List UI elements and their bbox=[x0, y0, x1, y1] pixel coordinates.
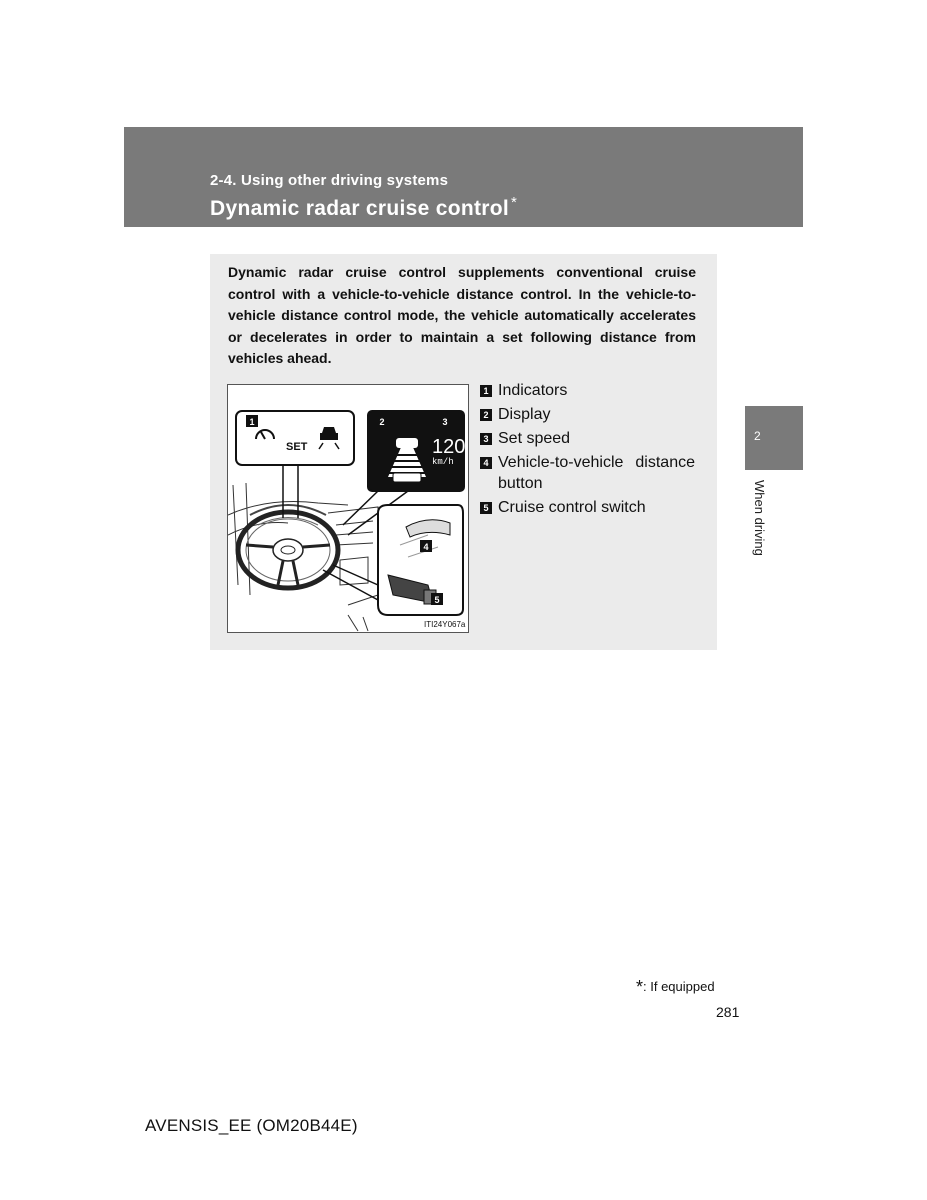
legend-label: Cruise control switch bbox=[498, 499, 646, 516]
legend-item bbox=[480, 380, 695, 401]
footnote-text: : If equipped bbox=[643, 979, 715, 994]
section-label: 2-4. Using other driving systems bbox=[210, 172, 449, 189]
legend-number: 4 bbox=[480, 457, 492, 469]
page-title bbox=[210, 194, 517, 221]
figure-code: ITI24Y067a bbox=[424, 620, 466, 629]
legend-number: 1 bbox=[480, 385, 492, 397]
dashboard-lines bbox=[228, 483, 378, 631]
intro-paragraph: Dynamic radar cruise control supplements conventional cruise control with a vehicle-to-vehicle distance control. In the vehicle-to-vehicle distance control mode, the vehicle automatically accelerates or decelerates in order to maintain a set following distance from vehicles ahead. bbox=[228, 264, 696, 366]
indicator-set-text: SET bbox=[286, 441, 308, 453]
legend-label: Indicators bbox=[498, 382, 568, 399]
chapter-tab-number: 2 bbox=[754, 429, 761, 443]
legend-list bbox=[480, 380, 695, 521]
title-marker: * bbox=[511, 194, 518, 211]
legend-item bbox=[480, 452, 695, 494]
legend-number: 2 bbox=[480, 409, 492, 421]
legend-label: Display bbox=[498, 406, 551, 423]
callout-2: 2 bbox=[379, 417, 385, 427]
cockpit-illustration bbox=[228, 385, 468, 632]
footer-model-code: AVENSIS_EE (OM20B44E) bbox=[145, 1116, 358, 1135]
legend-item bbox=[480, 404, 695, 425]
page-number: 281 bbox=[716, 1004, 740, 1020]
display-unit: km/h bbox=[432, 457, 454, 467]
callout-1: 1 bbox=[249, 417, 255, 427]
legend-label: Vehicle-to-vehicle distance button bbox=[498, 454, 695, 492]
chapter-tab-label: When driving bbox=[752, 480, 767, 556]
footnote-marker: * bbox=[636, 977, 644, 997]
callout-3: 3 bbox=[442, 417, 448, 427]
steering-wheel bbox=[238, 505, 338, 588]
cockpit-figure bbox=[227, 384, 469, 633]
legend-number: 5 bbox=[480, 502, 492, 514]
legend-number: 3 bbox=[480, 433, 492, 445]
callout-4: 4 bbox=[423, 542, 429, 552]
legend-item bbox=[480, 497, 695, 518]
page-title-text: Dynamic radar cruise control bbox=[210, 197, 510, 220]
legend-label: Set speed bbox=[498, 430, 571, 447]
legend-item bbox=[480, 428, 695, 449]
display-speed: 120 bbox=[432, 436, 466, 458]
footnote bbox=[636, 977, 715, 998]
callout-5: 5 bbox=[434, 595, 440, 605]
